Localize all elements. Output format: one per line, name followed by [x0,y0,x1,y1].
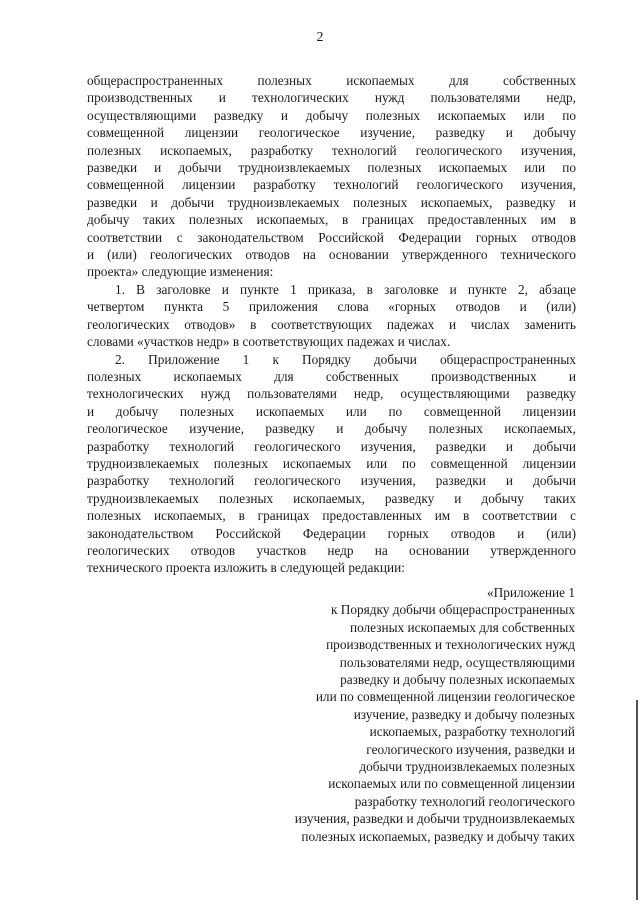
scan-edge-shadow [636,700,638,900]
appendix-line: изучение, разведку и добычу полезных [353,706,575,722]
text-line: трудноизвлекаемых полезных ископаемых, разведку и добычу таких [87,490,576,506]
appendix-line: к Порядку добычи общераспространенных [330,602,575,618]
text-line: разведки и добычи трудноизвлекаемых полезных ископаемых или по [87,160,576,176]
appendix-line: производственных и технологических нужд [326,637,575,653]
text-line: геологических отводов» в соответствующих падежах и числах заменить [87,316,576,332]
text-line: технологических нужд пользователями недр, осуществляющими разведку [87,386,576,402]
text-line: геологических отводов участков недр на основании утвержденного [87,542,576,558]
text-line: полезных ископаемых для собственных производственных и [87,368,576,384]
appendix-line: пользователями недр, осуществляющими [339,654,575,670]
text-line: общераспространенных полезных ископаемых для собственных [87,73,576,88]
text-line: 1. В заголовке и пункте 1 приказа, в заголовке и пункте 2, абзаце [115,281,576,297]
item-1-paragraph [87,281,576,351]
appendix-line: ископаемых, разработку технологий [369,724,575,740]
appendix-line: добычи трудноизвлекаемых полезных [359,759,575,775]
text-line: совмещенной лицензии разработку технологий геологического изучения, [87,177,576,193]
text-line: проекта» следующие изменения: [87,264,274,280]
document-body [87,72,576,577]
text-line: законодательством Российской Федерации горных отводов и (или) [87,525,576,541]
text-line: 2. Приложение 1 к Порядку добычи общераспространенных [115,351,576,367]
appendix-line: разработку технологий геологического [354,793,575,809]
text-line: добычу таких полезных ископаемых, в границах предоставленных им в [87,212,576,228]
appendix-line: полезных ископаемых для собственных [349,619,575,635]
intro-paragraph [87,72,576,281]
appendix-line: изучения, разведки и добычи трудноизвлекаемых [294,811,575,827]
text-line: разведки и добычи трудноизвлекаемых полезных ископаемых, разведку и [87,194,576,210]
text-line: геологическое изучение, разведку и добычу полезных ископаемых, [87,421,576,437]
text-line: и добычу полезных ископаемых или по совмещенной лицензии [87,403,576,419]
text-line: совмещенной лицензии геологическое изучение, разведку и добычу [87,125,576,141]
appendix-line: полезных ископаемых, разведку и добычу таких [301,828,575,844]
appendix-line: разведку и добычу полезных ископаемых [340,672,575,688]
appendix-line: «Приложение 1 [487,585,575,600]
text-line: разработку технологий геологического изучения, разведки и добычи [87,438,576,454]
text-line: разработку технологий геологического изучения, разведки и добычи [87,473,576,489]
text-line: производственных и технологических нужд пользователями недр, [87,90,576,106]
text-line: словами «участков недр» в соответствующих падежах и числах. [87,334,451,350]
appendix-line: геологического изучения, разведки и [366,741,575,757]
appendix-line: ископаемых или по совмещенной лицензии [328,776,575,792]
text-line: соответствии с законодательством Российской Федерации горных отводов [87,229,576,245]
text-line: полезных ископаемых, в границах предоставленных им в соответствии с [87,508,576,524]
appendix-line: или по совмещенной лицензии геологическое [315,689,575,705]
appendix-heading-block [240,584,575,845]
text-line: трудноизвлекаемых полезных ископаемых или по совмещенной лицензии [87,455,576,471]
text-line: полезных ископаемых, разработку технологий геологического изучения, [87,142,576,158]
item-2-paragraph [87,351,576,577]
page-number: 2 [316,30,324,45]
text-line: технического проекта изложить в следующей редакции: [87,560,405,576]
text-line: и (или) геологических отводов на основании утвержденного технического [87,247,576,263]
text-line: осуществляющими разведку и добычу полезных ископаемых или по [87,107,576,123]
text-line: четвертом пункта 5 приложения слова «горных отводов и (или) [87,299,576,315]
